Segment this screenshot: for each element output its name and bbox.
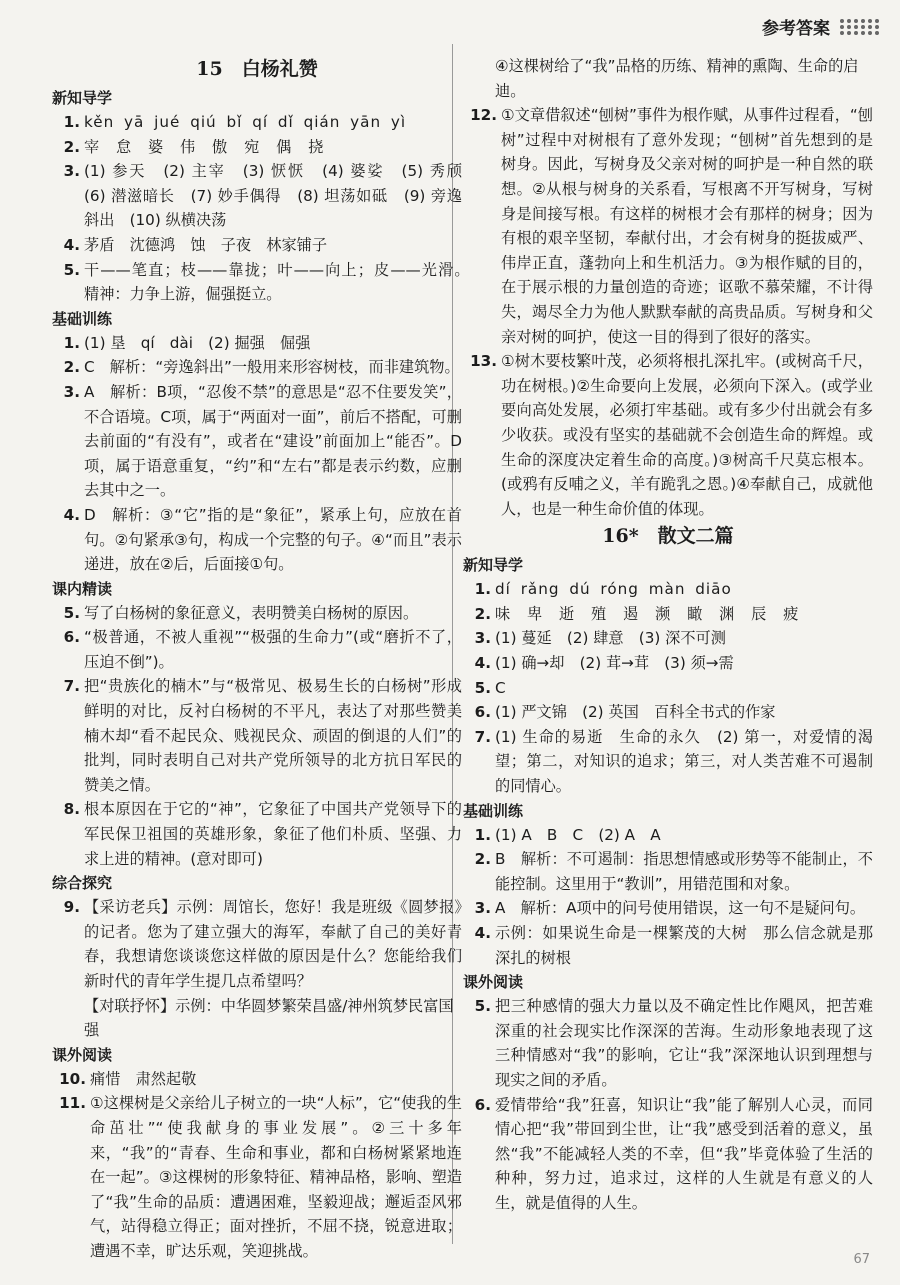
answer-item: 3. (1) 蔓延 (2) 肆意 (3) 深不可测 <box>474 629 726 648</box>
header-title: 参考答案 <box>762 19 830 39</box>
answer-item: 1. (1) 垦 qí dài (2) 掘强 倔强 <box>63 333 311 352</box>
answer-item: 6. “极普通，不被人重视”“极强的生命力”(或“磨折不了，压迫不倒”)。 <box>63 628 462 671</box>
answer-item: 11. ①这棵树是父亲给儿子树立的一块“人标”，它“使我的生命茁壮”“使我献身的事业发展”。②三十多年来，“我”的“青春、生命和事业，都和白杨树紧紧地连在一起”。③这棵树的形象特征、精神品格，影响、塑造了“我”生命的品质：遭遇困难，坚毅迎战；邂逅歪风邪气，站得稳立得正；面对挫折，不屈不挠，锐意进取；遭遇不幸，旷达乐观，笑迎挑战。 <box>59 1094 462 1260</box>
answer-item: 1. kěn yā jué qiú bǐ qí dǐ qián yān yì <box>63 113 407 131</box>
answer-continuation: ④这棵树给了“我”品格的历练、精神的熏陶、生命的启迪。 <box>495 57 859 100</box>
section-heading: 课外阅读 <box>52 1045 113 1064</box>
answer-item: 2. C 解析：“旁逸斜出”一般用来形容树枝，而非建筑物。 <box>63 358 460 377</box>
answer-item: 6. 爱情带给“我”狂喜，知识让“我”能了解别人心灵，而同情心把“我”带回到尘世，让“我”感受到活着的意义，虽然“我”不能减轻人类的不幸，但“我”毕竟体验了生活的种种，努力过，追求过，这样的人生就是有意义的人生，就是值得的人生。 <box>474 1095 873 1212</box>
answer-item: 1. (1) A B C (2) A A <box>474 825 661 844</box>
answer-item: 2. 味 卑 逝 殖 遏 濒 瞰 渊 辰 疲 <box>474 604 805 623</box>
answer-continuation: 【对联抒怀】示例：中华圆梦繁荣昌盛/神州筑梦民富国强 <box>84 996 454 1040</box>
answer-item: 5. 写了白杨树的象征意义，表明赞美白杨树的原因。 <box>63 603 419 622</box>
answer-item: 7. 把“贵族化的楠木”与“极常见、极易生长的白杨树”形成鲜明的对比，反衬白杨树的不平凡，表达了对那些赞美楠木却“看不起民众、贱视民众、顽固的倒退的人们”的批判，同时表明自己对共产党所领导的北方抗日军民的赞美之情。 <box>63 677 462 794</box>
page-header <box>762 14 880 39</box>
answer-item: 5. 干——笔直；枝——靠拢；叶——向上；皮——光滑。 精神：力争上游，倔强挺立。 <box>63 260 478 304</box>
dots-decoration-icon <box>840 19 880 35</box>
section-heading: 新知导学 <box>463 556 524 575</box>
section-heading: 综合探究 <box>52 874 113 893</box>
lesson-16-title: 16* 散文二篇 <box>602 525 734 548</box>
answer-item: 13. ①树木要枝繁叶茂，必须将根扎深扎牢。(或树高千尺，功在树根。)②生命要向上发展，必须向下深入。(或学业要向高处发展，必须打牢基础。或有多少付出就会有多少收获。或没有坚实的基础就不会创造生命的辉煌。或生命的深度决定着生命的高度。)③树高千尺莫忘根本。(或鸦有反哺之义，羊有跪乳之恩。)④奉献自己，成就他人，也是一种生命价值的体现。 <box>470 352 873 518</box>
section-heading: 新知导学 <box>52 89 113 107</box>
answer-item: 4. 示例：如果说生命是一棵繁茂的大树 那么信念就是那深扎的树根 <box>474 924 873 967</box>
answer-item: 1. dí rǎng dú róng màn diāo <box>474 580 732 599</box>
answer-item: 2. B 解析：不可遏制：指思想情感或形势等不能制止，不能控制。这里用于“教训”，用错范围和对象。 <box>474 850 873 893</box>
answer-item: 10. 痛惜 肃然起敬 <box>59 1069 197 1088</box>
answer-item: 3. A 解析：A项中的问号使用错误，这一句不是疑问句。 <box>474 899 866 918</box>
answer-item: 3. A 解析：B项，“忍俊不禁”的意思是“忍不住要发笑”，不合语境。C项，属于“两面对一面”，前后不搭配，可删去前面的“有没有”，或者在“建设”前面加上“能否”。D项，属于语意重复，“约”和“左右”都是表示约数，应删去其中之一。 <box>63 382 462 500</box>
left-column <box>52 54 478 1264</box>
answer-item: 4. D 解析：③“它”指的是“象征”，紧承上句，应放在首句。②句紧承③句，构成一个完整的句子。④“而且”表示递进，放在②后，后面接①句。 <box>63 505 462 574</box>
answer-item: 12. ①文章借叙述“刨树”事件为根作赋，从事件过程看，“刨树”过程中对树根有了意外发现；“刨树”首先想到的是树身。因此，写树身及父亲对树的呵护是一种自然的联想。②从根与树身的关系看，写根离不开写树身，写树身是间接写根。有这样的树根才会有那样的树身；因为有根的艰辛坚韧，奉献付出，才会有树身的挺拔威严、伟岸正直，蓬勃向上和生机活力。③为根作赋的目的，在于展示根的力量创造的奇迹；讴歌不慕荣耀，不计得失，竭尽全力为他人默默奉献的高贵品质。写树身和父亲对树的呵护，使这一目的得到了很好的落实。 <box>470 106 873 346</box>
section-heading: 课内精读 <box>52 579 113 598</box>
right-column <box>463 54 873 1216</box>
section-heading: 课外阅读 <box>463 973 524 992</box>
page-number: 67 <box>853 1252 870 1267</box>
answer-item: 9. 【采访老兵】示例：周馆长，您好！我是班级《圆梦报》的记者。您为了建立强大的海军，奉献了自己的美好青春，我想请您谈谈您这样做的原因是什么？您能给我们新时代的青年学生提几点希望吗？ <box>63 898 462 990</box>
answer-item: 8. 根本原因在于它的“神”，它象征了中国共产党领导下的军民保卫祖国的英雄形象，象征了他们朴质、坚强、力求上进的精神。(意对即可) <box>63 800 462 868</box>
answer-item: 3. (1) 参天 (2) 主宰 (3) 恹恹 (4) 婆娑 (5) 秀颀 (6) 潜滋暗长 (7) 妙手偶得 (8) 坦荡如砥 (9) 旁逸斜出 (10) 纵横决荡 <box>63 162 478 230</box>
answer-item: 5. C <box>474 678 506 697</box>
answer-item: 2. 宰 怠 婆 伟 傲 宛 偶 挠 <box>63 137 330 156</box>
lesson-15-title: 15 白杨礼赞 <box>196 58 318 80</box>
answer-item: 4. (1) 确→却 (2) 茸→茸 (3) 须→需 <box>474 654 734 673</box>
answer-item: 6. (1) 严文锦 (2) 英国 百科全书式的作家 <box>474 703 776 722</box>
section-heading: 基础训练 <box>52 309 113 328</box>
answer-item: 5. 把三种感情的强大力量以及不确定性比作飓风，把苦难深重的社会现实比作深深的苦海。生动形象地表现了这三种情感对“我”的影响，它让“我”深深地认识到理想与现实之间的矛盾。 <box>474 997 873 1089</box>
answer-item: 4. 茅盾 沈德鸿 蚀 子夜 林家铺子 <box>63 235 327 254</box>
answer-item: 7. (1) 生命的易逝 生命的永久 (2) 第一，对爱情的渴望；第二，对知识的追求；第三，对人类苦难不可遏制的同情心。 <box>474 727 873 796</box>
section-heading: 基础训练 <box>463 801 524 820</box>
